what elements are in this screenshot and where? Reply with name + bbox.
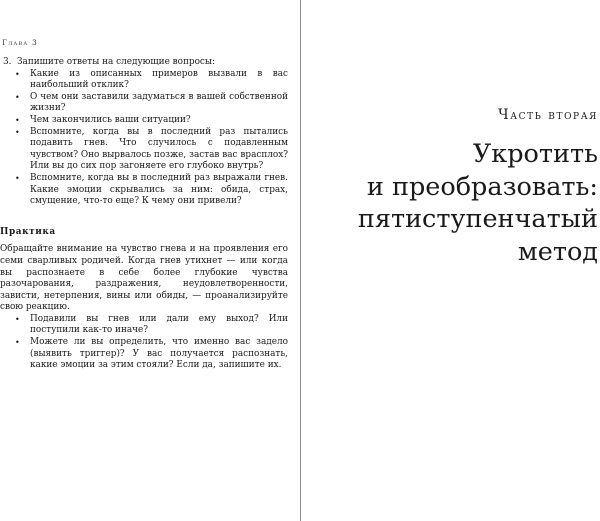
question-text: Запишите ответы на следующие вопросы:: [17, 57, 215, 67]
question-number: 3.: [3, 57, 12, 67]
practice-paragraph: Обращайте внимание на чувство гнева и на проявления его семи сварливых родичей. Когда гнев утихнет — или когда вы распознаете в себе более глубокие чувства разочарования, раздражения, неудовлетворенности, зависти, нетерпения, вины или обиды, — проанализируйте свою реакцию.: [0, 244, 288, 313]
part-title-line: метод: [517, 236, 598, 267]
list-item: • Можете ли вы определить, что именно вас задело (выявить триггер)? У вас получается распознать, какие эмоции за этим стояли? Если да, запишите их.: [0, 337, 288, 372]
part-title-line: пятиступенчатый: [357, 204, 598, 234]
list-item: • Какие из описанных примеров вызвали в вас наибольший отклик?: [0, 69, 288, 92]
list-item: • О чем они заставили задуматься в вашей собственной жизни?: [0, 92, 288, 115]
part-title-line: Укротить: [472, 139, 598, 169]
part-title-line: и преобразовать:: [366, 171, 598, 202]
list-item: • Подавили вы гнев или дали ему выход? Или поступили как-то иначе?: [0, 314, 288, 337]
list-item: • Вспомните, когда вы в последний раз пытались подавить гнев. Что случилось с подавленным чувством? Оно вырвалось позже, застав вас врасплох? Или вы до сих пор загоняете его глубоко внутрь?: [0, 127, 288, 173]
list-item: • Чем закончились ваши ситуации?: [0, 115, 288, 127]
left-page-body: [0, 57, 288, 372]
question-bullet-list: [0, 69, 288, 208]
part-label: Часть вторая: [498, 107, 598, 123]
question-item: [0, 57, 288, 69]
right-page: [301, 0, 600, 521]
practice-bullet-list: [0, 314, 288, 372]
section-heading-practice: Практика: [0, 226, 56, 237]
running-head: Глава 3: [2, 38, 38, 47]
part-title: [302, 138, 598, 268]
list-item: • Вспомните, когда вы в последний раз выражали гнев. Какие эмоции скрывались за ним: обида, страх, смущение, что-то еще? К чему они привели?: [0, 173, 288, 208]
